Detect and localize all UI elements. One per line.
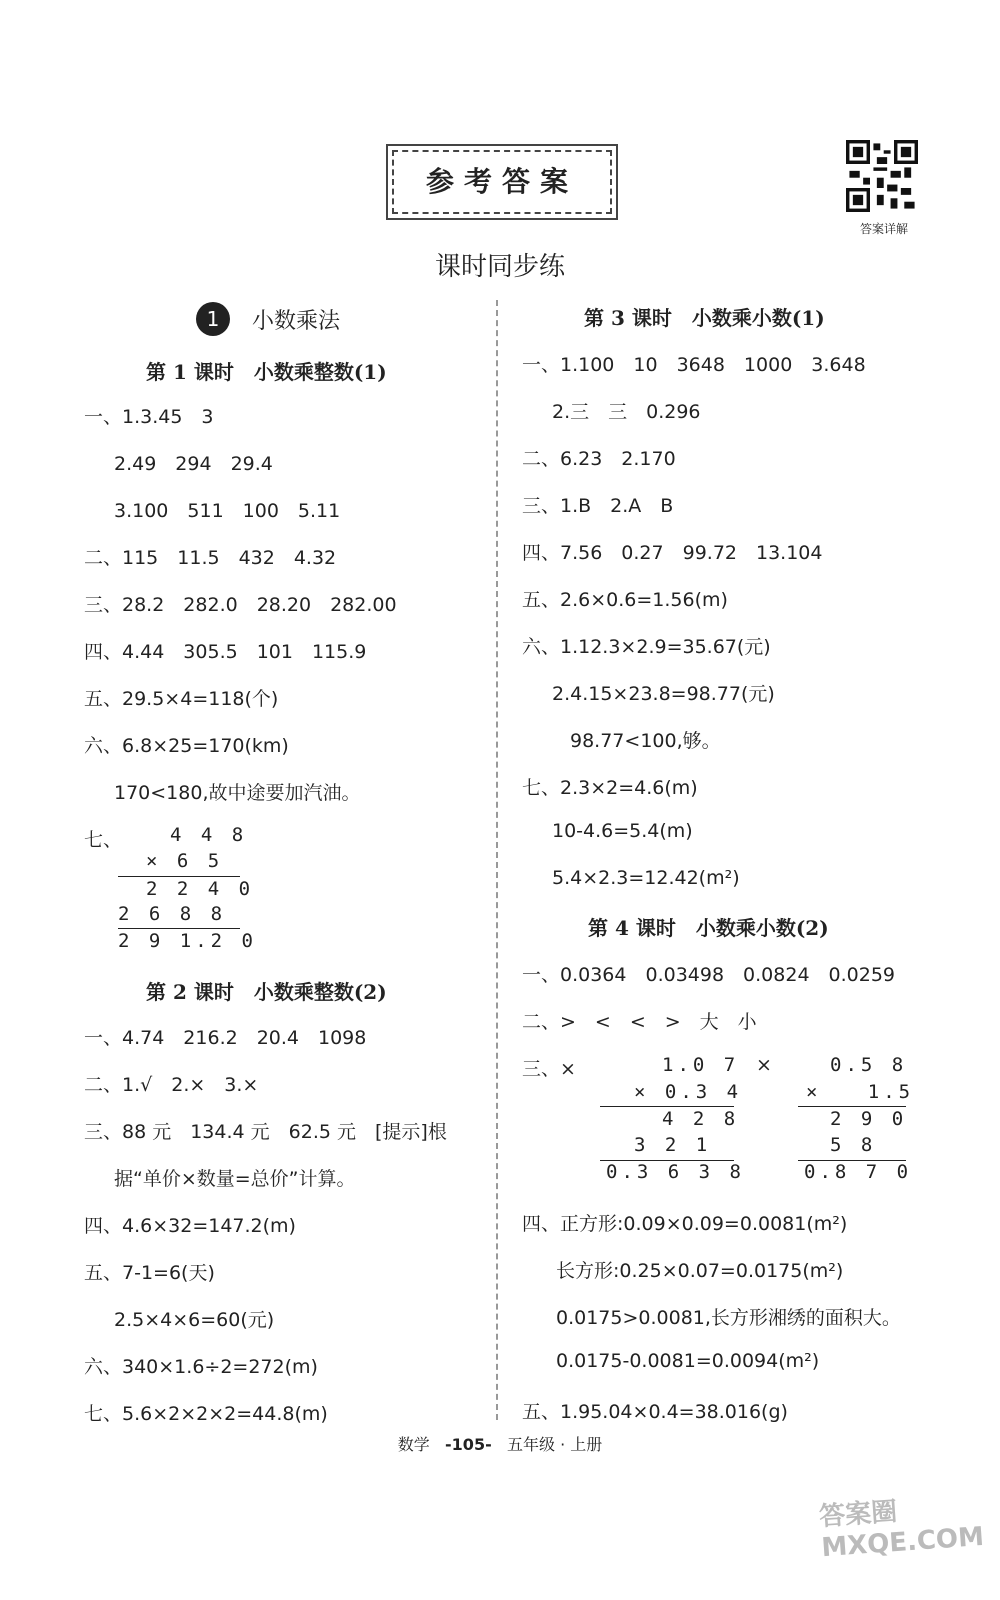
section-subtitle: 课时同步练 xyxy=(434,252,565,282)
answer-line: 七、 xyxy=(84,829,123,851)
answer-line: 三、1.B 2.A B xyxy=(522,495,674,517)
answer-line: 2.三 三 0.296 xyxy=(552,401,701,423)
answer-line: 四、4.6×32=147.2(m) xyxy=(84,1215,296,1237)
vertical-calc-row: 2 9 1.2 0 xyxy=(118,930,257,952)
vertical-calc-row: × 0.3 4 xyxy=(634,1081,743,1103)
answer-line: 六、1.12.3×2.9=35.67(元) xyxy=(522,636,771,658)
answer-line: 二、115 11.5 432 4.32 xyxy=(84,547,337,569)
answer-line: 六、340×1.6÷2=272(m) xyxy=(84,1356,318,1378)
answer-line: 一、4.74 216.2 20.4 1098 xyxy=(84,1027,367,1049)
answer-line: 三、× xyxy=(522,1058,576,1080)
answer-line: 二、> < < > 大 小 xyxy=(522,1011,757,1033)
answer-line: 二、6.23 2.170 xyxy=(522,448,676,470)
lesson-heading: 第 1 课时 小数乘整数(1) xyxy=(146,360,387,384)
answer-line: 二、1.√ 2.× 3.× xyxy=(84,1074,259,1096)
vertical-calc-row: 2 9 0 xyxy=(830,1108,908,1130)
calc-rule xyxy=(798,1106,906,1107)
lesson-heading: 第 4 课时 小数乘小数(2) xyxy=(588,916,829,940)
answer-line: 三、28.2 282.0 28.20 282.00 xyxy=(84,594,397,616)
answer-line: 六、6.8×25=170(km) xyxy=(84,735,289,757)
answer-line: 0.0175-0.0081=0.0094(m²) xyxy=(556,1350,820,1372)
answer-line: 3.100 511 100 5.11 xyxy=(114,500,341,522)
answer-line: 170<180,故中途要加汽油。 xyxy=(114,782,361,804)
answer-line: 一、1.100 10 3648 1000 3.648 xyxy=(522,354,866,376)
answer-line: 一、0.0364 0.03498 0.0824 0.0259 xyxy=(522,964,896,986)
calc-rule xyxy=(600,1106,734,1107)
vertical-calc-row: 0.8 7 0 xyxy=(804,1161,913,1183)
calc-rule xyxy=(118,928,240,929)
answer-line: 四、4.44 305.5 101 115.9 xyxy=(84,641,367,663)
answer-line: 七、5.6×2×2×2=44.8(m) xyxy=(84,1403,328,1425)
unit-title: 小数乘法 xyxy=(252,308,341,334)
vertical-calc-row: 4 2 8 xyxy=(662,1108,740,1130)
vertical-calc-row: 0.3 6 3 8 xyxy=(606,1161,745,1183)
vertical-calc-row: 2 2 4 0 xyxy=(146,878,255,900)
answer-line: 98.77<100,够。 xyxy=(570,730,721,752)
qr-label: 答案详解 xyxy=(859,222,908,236)
answer-line: 七、2.3×2=4.6(m) xyxy=(522,777,698,799)
answer-line: 四、7.56 0.27 99.72 13.104 xyxy=(522,542,823,564)
vertical-calc-row: 5 8 xyxy=(830,1134,877,1156)
footer-subject: 数学 xyxy=(397,1435,430,1454)
column-divider xyxy=(496,300,498,1420)
vertical-calc-row: 3 2 1 xyxy=(634,1134,712,1156)
vertical-calc-row: 4 4 8 xyxy=(170,824,248,846)
vertical-calc-row: 0.5 8 xyxy=(830,1054,908,1076)
watermark: 答案圈 MXQE.COM xyxy=(818,1496,985,1564)
footer-grade: 五年级 · 上册 xyxy=(506,1435,603,1454)
page-title: 参考答案 xyxy=(392,150,612,214)
answer-line: 五、7-1=6(天) xyxy=(84,1262,215,1284)
vertical-calc-row: 1.0 7 xyxy=(662,1054,740,1076)
answer-line: 据“单价×数量=总价”计算。 xyxy=(114,1168,356,1190)
answer-line: × xyxy=(756,1054,772,1076)
answer-line: 五、29.5×4=118(个) xyxy=(84,688,279,710)
answer-line: 2.49 294 29.4 xyxy=(114,453,273,475)
lesson-heading: 第 2 课时 小数乘整数(2) xyxy=(146,980,387,1004)
page-number: -105- xyxy=(445,1435,492,1454)
answer-line: 四、正方形:0.09×0.09=0.0081(m²) xyxy=(522,1213,848,1235)
answer-line: 2.5×4×6=60(元) xyxy=(114,1309,275,1331)
answer-line: 5.4×2.3=12.42(m²) xyxy=(552,867,740,889)
unit-heading xyxy=(196,302,340,336)
unit-number-badge: 1 xyxy=(196,302,230,336)
qr-code-icon[interactable] xyxy=(846,140,918,212)
answer-line: 一、1.3.45 3 xyxy=(84,406,214,428)
calc-rule xyxy=(118,876,240,877)
answer-line: 五、1.95.04×0.4=38.016(g) xyxy=(522,1401,788,1423)
vertical-calc-row: × 6 5 xyxy=(146,850,224,872)
answer-line: 2.4.15×23.8=98.77(元) xyxy=(552,683,775,705)
page-footer xyxy=(0,1432,1000,1455)
answer-line: 长方形:0.25×0.07=0.0175(m²) xyxy=(556,1260,844,1282)
vertical-calc-row: 2 6 8 8 xyxy=(118,903,227,925)
answer-line: 五、2.6×0.6=1.56(m) xyxy=(522,589,728,611)
answer-line: 0.0175>0.0081,长方形湘绣的面积大。 xyxy=(556,1307,901,1329)
vertical-calc-row: × 1.5 xyxy=(806,1081,915,1103)
lesson-heading: 第 3 课时 小数乘小数(1) xyxy=(584,306,825,330)
answer-line: 三、88 元 134.4 元 62.5 元 [提示]根 xyxy=(84,1121,447,1143)
answer-line: 10-4.6=5.4(m) xyxy=(552,820,693,842)
